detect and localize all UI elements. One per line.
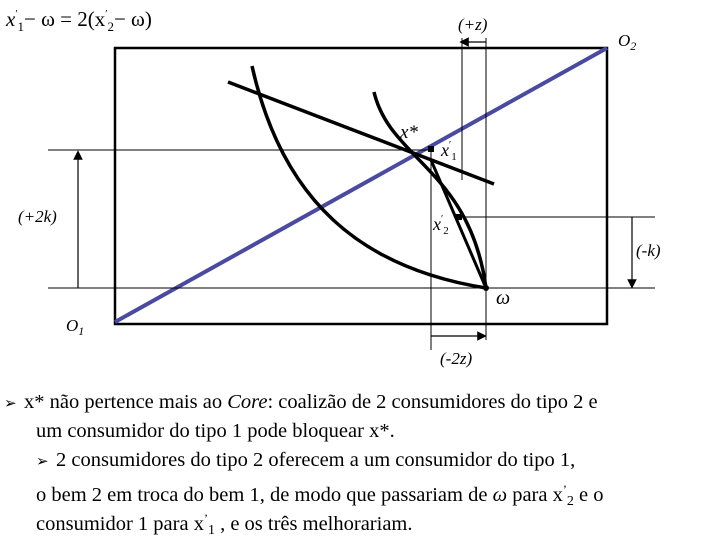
label-plus-2k: (+2k) xyxy=(18,207,57,226)
point-x2-prime xyxy=(456,214,462,220)
label-x-star: x* xyxy=(400,122,418,143)
label-minus-k: (-k) xyxy=(636,241,661,260)
label-x2-prime: $x'_2$ xyxy=(433,214,449,237)
indifference-curve-consumer1 xyxy=(252,66,486,288)
label-omega: ω xyxy=(496,287,511,309)
bullet-2: ➢ 2 consumidores do tipo 2 oferecem a um consumidor do tipo 1, xyxy=(36,446,575,476)
contract-line xyxy=(115,48,607,322)
bullet-2-line-2: o bem 2 em troca do bem 1, de modo que passariam de ω para $x^’_2$ e o xyxy=(36,482,604,509)
equation: $x'_1- \omega = 2(x'_2- \omega)$ xyxy=(6,7,152,34)
label-x1-prime: $x'_1$ xyxy=(441,140,457,163)
bullet-2-line-3: consumidor 1 para $x^’_1$ , e os três melhorariam. xyxy=(36,511,413,538)
point-omega xyxy=(483,285,489,291)
bullet-1-line-2: um consumidor do tipo 1 pode bloquear x*. xyxy=(36,420,395,442)
arrow-bullet-icon: ➢ xyxy=(4,394,17,412)
label-o2: $O_2$ xyxy=(618,31,637,53)
label-minus-2z: (-2z) xyxy=(440,349,473,368)
arrow-bullet-icon: ➢ xyxy=(36,452,49,470)
point-x1-prime xyxy=(428,146,434,152)
label-plus-z: (+z) xyxy=(458,15,488,34)
bullet-1: ➢ x* não pertence mais ao Core: coalizão de 2 consumidores do tipo 2 e xyxy=(4,388,598,418)
label-o1: $O_1$ xyxy=(66,316,85,338)
